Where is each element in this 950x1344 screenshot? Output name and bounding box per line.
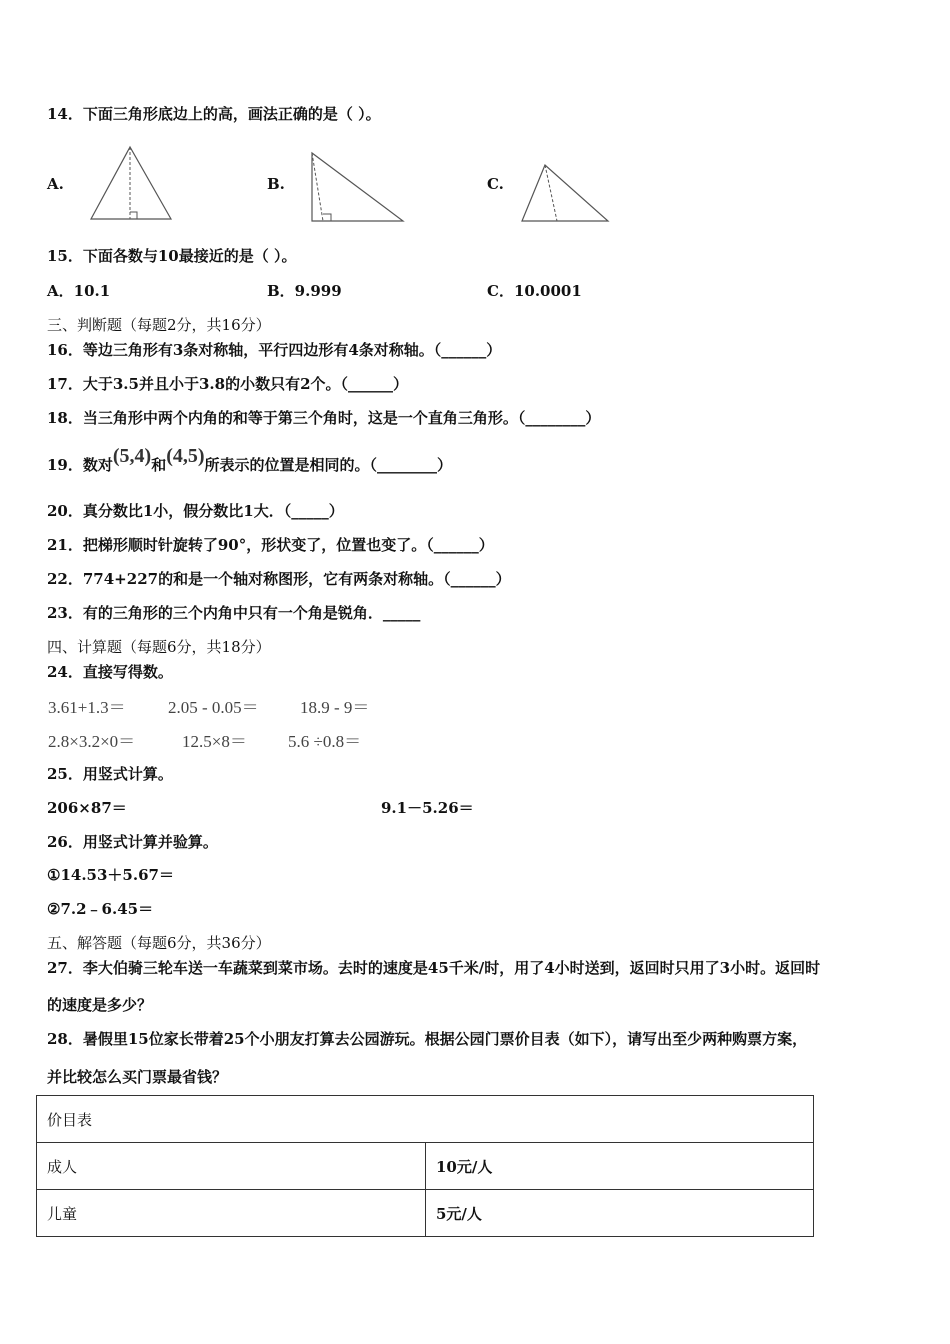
question-24: 24．直接写得数。 [47, 663, 173, 681]
price-table [36, 1095, 814, 1237]
price-table-title: 价目表 [37, 1096, 814, 1143]
q14-option-c-label: C. [487, 175, 504, 193]
q19-prefix: 19．数对 [47, 456, 113, 474]
question-28-line-2: 并比较怎么买门票最省钱？ [47, 1068, 228, 1086]
q15-option-c: C．10.0001 [487, 282, 582, 300]
triangle-b-height [312, 153, 323, 221]
triangle-c-figure [518, 160, 613, 226]
section-3-heading: 三、判断题（每题2分，共16分） [47, 316, 271, 334]
triangle-a-outline [91, 147, 171, 219]
question-27-line-1: 27．李大伯骑三轮车送一车蔬菜到菜市场。去时的速度是45千米/时，用了4小时送到，返回时只用了3小时。返回时 [47, 959, 821, 977]
question-14: 14．下面三角形底边上的高，画法正确的是（ ）。 [47, 105, 381, 123]
question-26: 26．用竖式计算并验算。 [47, 833, 218, 851]
q26-item-1: ①14.53＋5.67＝ [47, 866, 174, 884]
price-table-adult-label: 成人 [37, 1143, 426, 1190]
q25-item-1: 206×87＝ [47, 799, 127, 817]
q15-option-b: B．9.999 [267, 282, 342, 300]
q19-coord-2: (4,5) [166, 445, 205, 467]
section-4-heading: 四、计算题（每题6分，共18分） [47, 638, 271, 656]
table-row [37, 1143, 814, 1190]
question-23: 23．有的三角形的三个内角中只有一个角是锐角．_____ [47, 604, 421, 622]
price-table-adult-price: 10元/人 [426, 1143, 814, 1190]
question-18: 18．当三角形中两个内角的和等于第三个角时，这是一个直角三角形。（________） [47, 409, 601, 427]
q19-mid: 和 [151, 456, 167, 474]
q14-option-a-label: A. [47, 175, 64, 193]
q19-suffix: 所表示的位置是相同的。（________） [204, 456, 453, 474]
price-table-child-label: 儿童 [37, 1190, 426, 1237]
triangle-b-right-angle [323, 214, 331, 221]
q24-expr-5: 12.5×8＝ [182, 732, 247, 751]
question-19 [47, 445, 453, 476]
q15-option-a: A．10.1 [47, 282, 111, 300]
question-20: 20．真分数比1小，假分数比1大．（_____） [47, 502, 344, 520]
q24-expr-6: 5.6 ÷0.8＝ [288, 732, 362, 751]
q24-expr-1: 3.61+1.3＝ [48, 698, 126, 717]
triangle-a-figure [86, 142, 176, 224]
triangle-a-right-angle [130, 212, 137, 219]
question-15: 15．下面各数与10最接近的是（ ）。 [47, 247, 297, 265]
q24-expr-4: 2.8×3.2×0＝ [48, 732, 136, 751]
triangle-c-outline [522, 165, 608, 221]
q24-expr-2: 2.05 - 0.05＝ [168, 698, 259, 717]
q24-expr-3: 18.9 - 9＝ [300, 698, 370, 717]
question-16: 16．等边三角形有3条对称轴，平行四边形有4条对称轴。（______） [47, 341, 502, 359]
table-row [37, 1190, 814, 1237]
question-28-line-1: 28．暑假里15位家长带着25个小朋友打算去公园游玩。根据公园门票价目表（如下），请写出至少两种购票方案， [47, 1030, 808, 1048]
triangle-b-outline [312, 153, 403, 221]
question-27-line-2: 的速度是多少？ [47, 996, 153, 1014]
question-25: 25．用竖式计算。 [47, 765, 173, 783]
q14-option-b-label: B. [267, 175, 285, 193]
question-21: 21．把梯形顺时针旋转了90°，形状变了，位置也变了。（______） [47, 536, 494, 554]
price-table-title-row [37, 1096, 814, 1143]
triangle-b-figure [305, 148, 407, 226]
price-table-child-price: 5元/人 [426, 1190, 814, 1237]
section-5-heading: 五、解答题（每题6分，共36分） [47, 934, 271, 952]
q26-item-2: ②7.2﹣6.45＝ [47, 900, 154, 918]
q19-coord-1: (5,4) [112, 445, 152, 467]
question-22: 22．774+227的和是一个轴对称图形，它有两条对称轴。（______） [47, 570, 511, 588]
q25-item-2: 9.1－5.26＝ [381, 799, 474, 817]
question-17: 17．大于3.5并且小于3.8的小数只有2个。（______） [47, 375, 409, 393]
